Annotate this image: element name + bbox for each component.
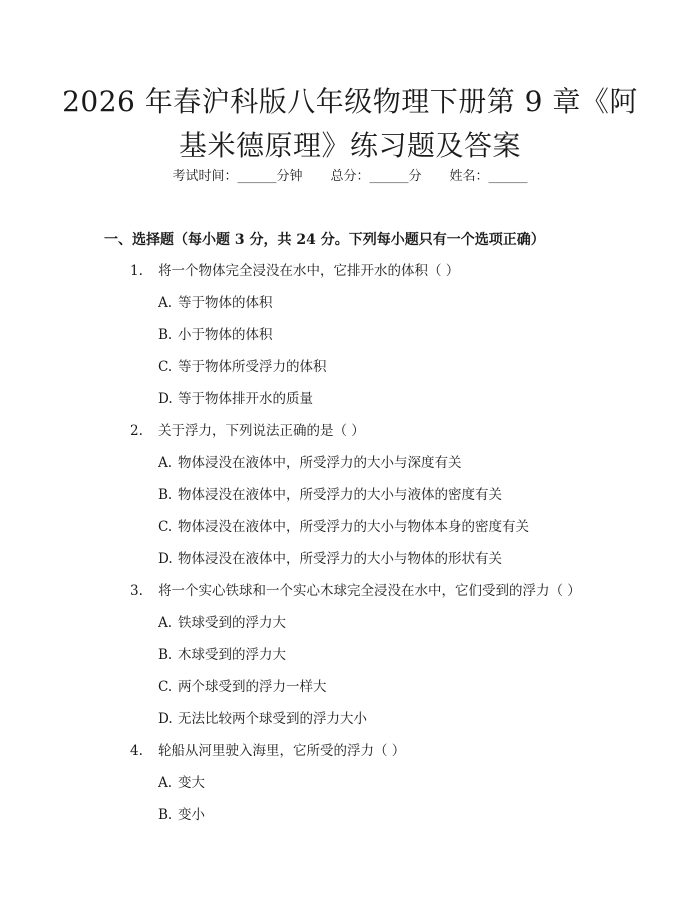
question-text: 将一个物体完全浸没在水中，它排开水的体积（ ）	[158, 263, 460, 279]
question-number: 1.	[130, 263, 143, 279]
question-1-option-a	[158, 293, 273, 313]
option-letter: C.	[158, 679, 173, 695]
option-text: 等于物体的体积	[178, 295, 273, 311]
option-text: 木球受到的浮力大	[178, 647, 286, 663]
document-title	[60, 80, 640, 168]
question-text: 轮船从河里驶入海里，它所受的浮力（ ）	[158, 743, 406, 759]
option-text: 两个球受到的浮力一样大	[178, 679, 327, 695]
question-3-option-b	[158, 645, 286, 665]
question-3-option-c	[158, 677, 327, 697]
question-4-option-a	[158, 773, 205, 793]
option-text: 物体浸没在液体中，所受浮力的大小与深度有关	[178, 455, 462, 471]
question-2-option-a	[158, 453, 462, 473]
student-name-field: 姓名：______	[449, 169, 528, 184]
option-text: 变小	[178, 807, 205, 823]
question-2-option-b	[158, 485, 502, 505]
title-line-2: 基米德原理》练习题及答案	[178, 129, 521, 162]
option-letter: A.	[158, 295, 173, 311]
option-text: 物体浸没在液体中，所受浮力的大小与物体的形状有关	[178, 551, 502, 567]
question-3	[130, 581, 581, 601]
question-1-option-b	[158, 325, 273, 345]
exam-meta	[0, 167, 700, 187]
question-4-option-b	[158, 805, 205, 825]
option-letter: B.	[158, 487, 173, 503]
total-score-field: 总分：______分	[330, 169, 422, 184]
question-text: 关于浮力，下列说法正确的是（ ）	[158, 423, 365, 439]
question-number: 3.	[130, 583, 143, 599]
question-3-option-a	[158, 613, 286, 633]
title-line-1: 2026 年春沪科版八年级物理下册第 9 章《阿	[62, 85, 638, 118]
option-letter: B.	[158, 647, 173, 663]
question-2-option-d	[158, 549, 502, 569]
option-text: 无法比较两个球受到的浮力大小	[178, 711, 367, 727]
option-letter: A.	[158, 455, 173, 471]
option-letter: A.	[158, 615, 173, 631]
option-letter: D.	[158, 391, 173, 407]
option-text: 物体浸没在液体中，所受浮力的大小与物体本身的密度有关	[178, 519, 529, 535]
question-number: 2.	[130, 423, 143, 439]
option-letter: C.	[158, 359, 173, 375]
option-letter: D.	[158, 551, 173, 567]
question-3-option-d	[158, 709, 367, 729]
question-4	[130, 741, 405, 761]
question-1	[130, 261, 459, 281]
exam-time-field: 考试时间：______分钟	[172, 169, 303, 184]
question-1-option-c	[158, 357, 327, 377]
option-text: 铁球受到的浮力大	[178, 615, 286, 631]
option-letter: B.	[158, 327, 173, 343]
option-text: 变大	[178, 775, 205, 791]
question-text: 将一个实心铁球和一个实心木球完全浸没在水中，它们受到的浮力（ ）	[158, 583, 581, 599]
section-heading: 一、选择题（每小题 3 分，共 24 分。下列每小题只有一个选项正确）	[104, 232, 545, 248]
option-letter: B.	[158, 807, 173, 823]
question-2	[130, 421, 365, 441]
question-number: 4.	[130, 743, 143, 759]
question-2-option-c	[158, 517, 529, 537]
option-text: 等于物体所受浮力的体积	[178, 359, 327, 375]
question-1-option-d	[158, 389, 313, 409]
option-letter: C.	[158, 519, 173, 535]
option-text: 小于物体的体积	[178, 327, 273, 343]
option-text: 物体浸没在液体中，所受浮力的大小与液体的密度有关	[178, 487, 502, 503]
option-letter: D.	[158, 711, 173, 727]
option-text: 等于物体排开水的质量	[178, 391, 313, 407]
option-letter: A.	[158, 775, 173, 791]
